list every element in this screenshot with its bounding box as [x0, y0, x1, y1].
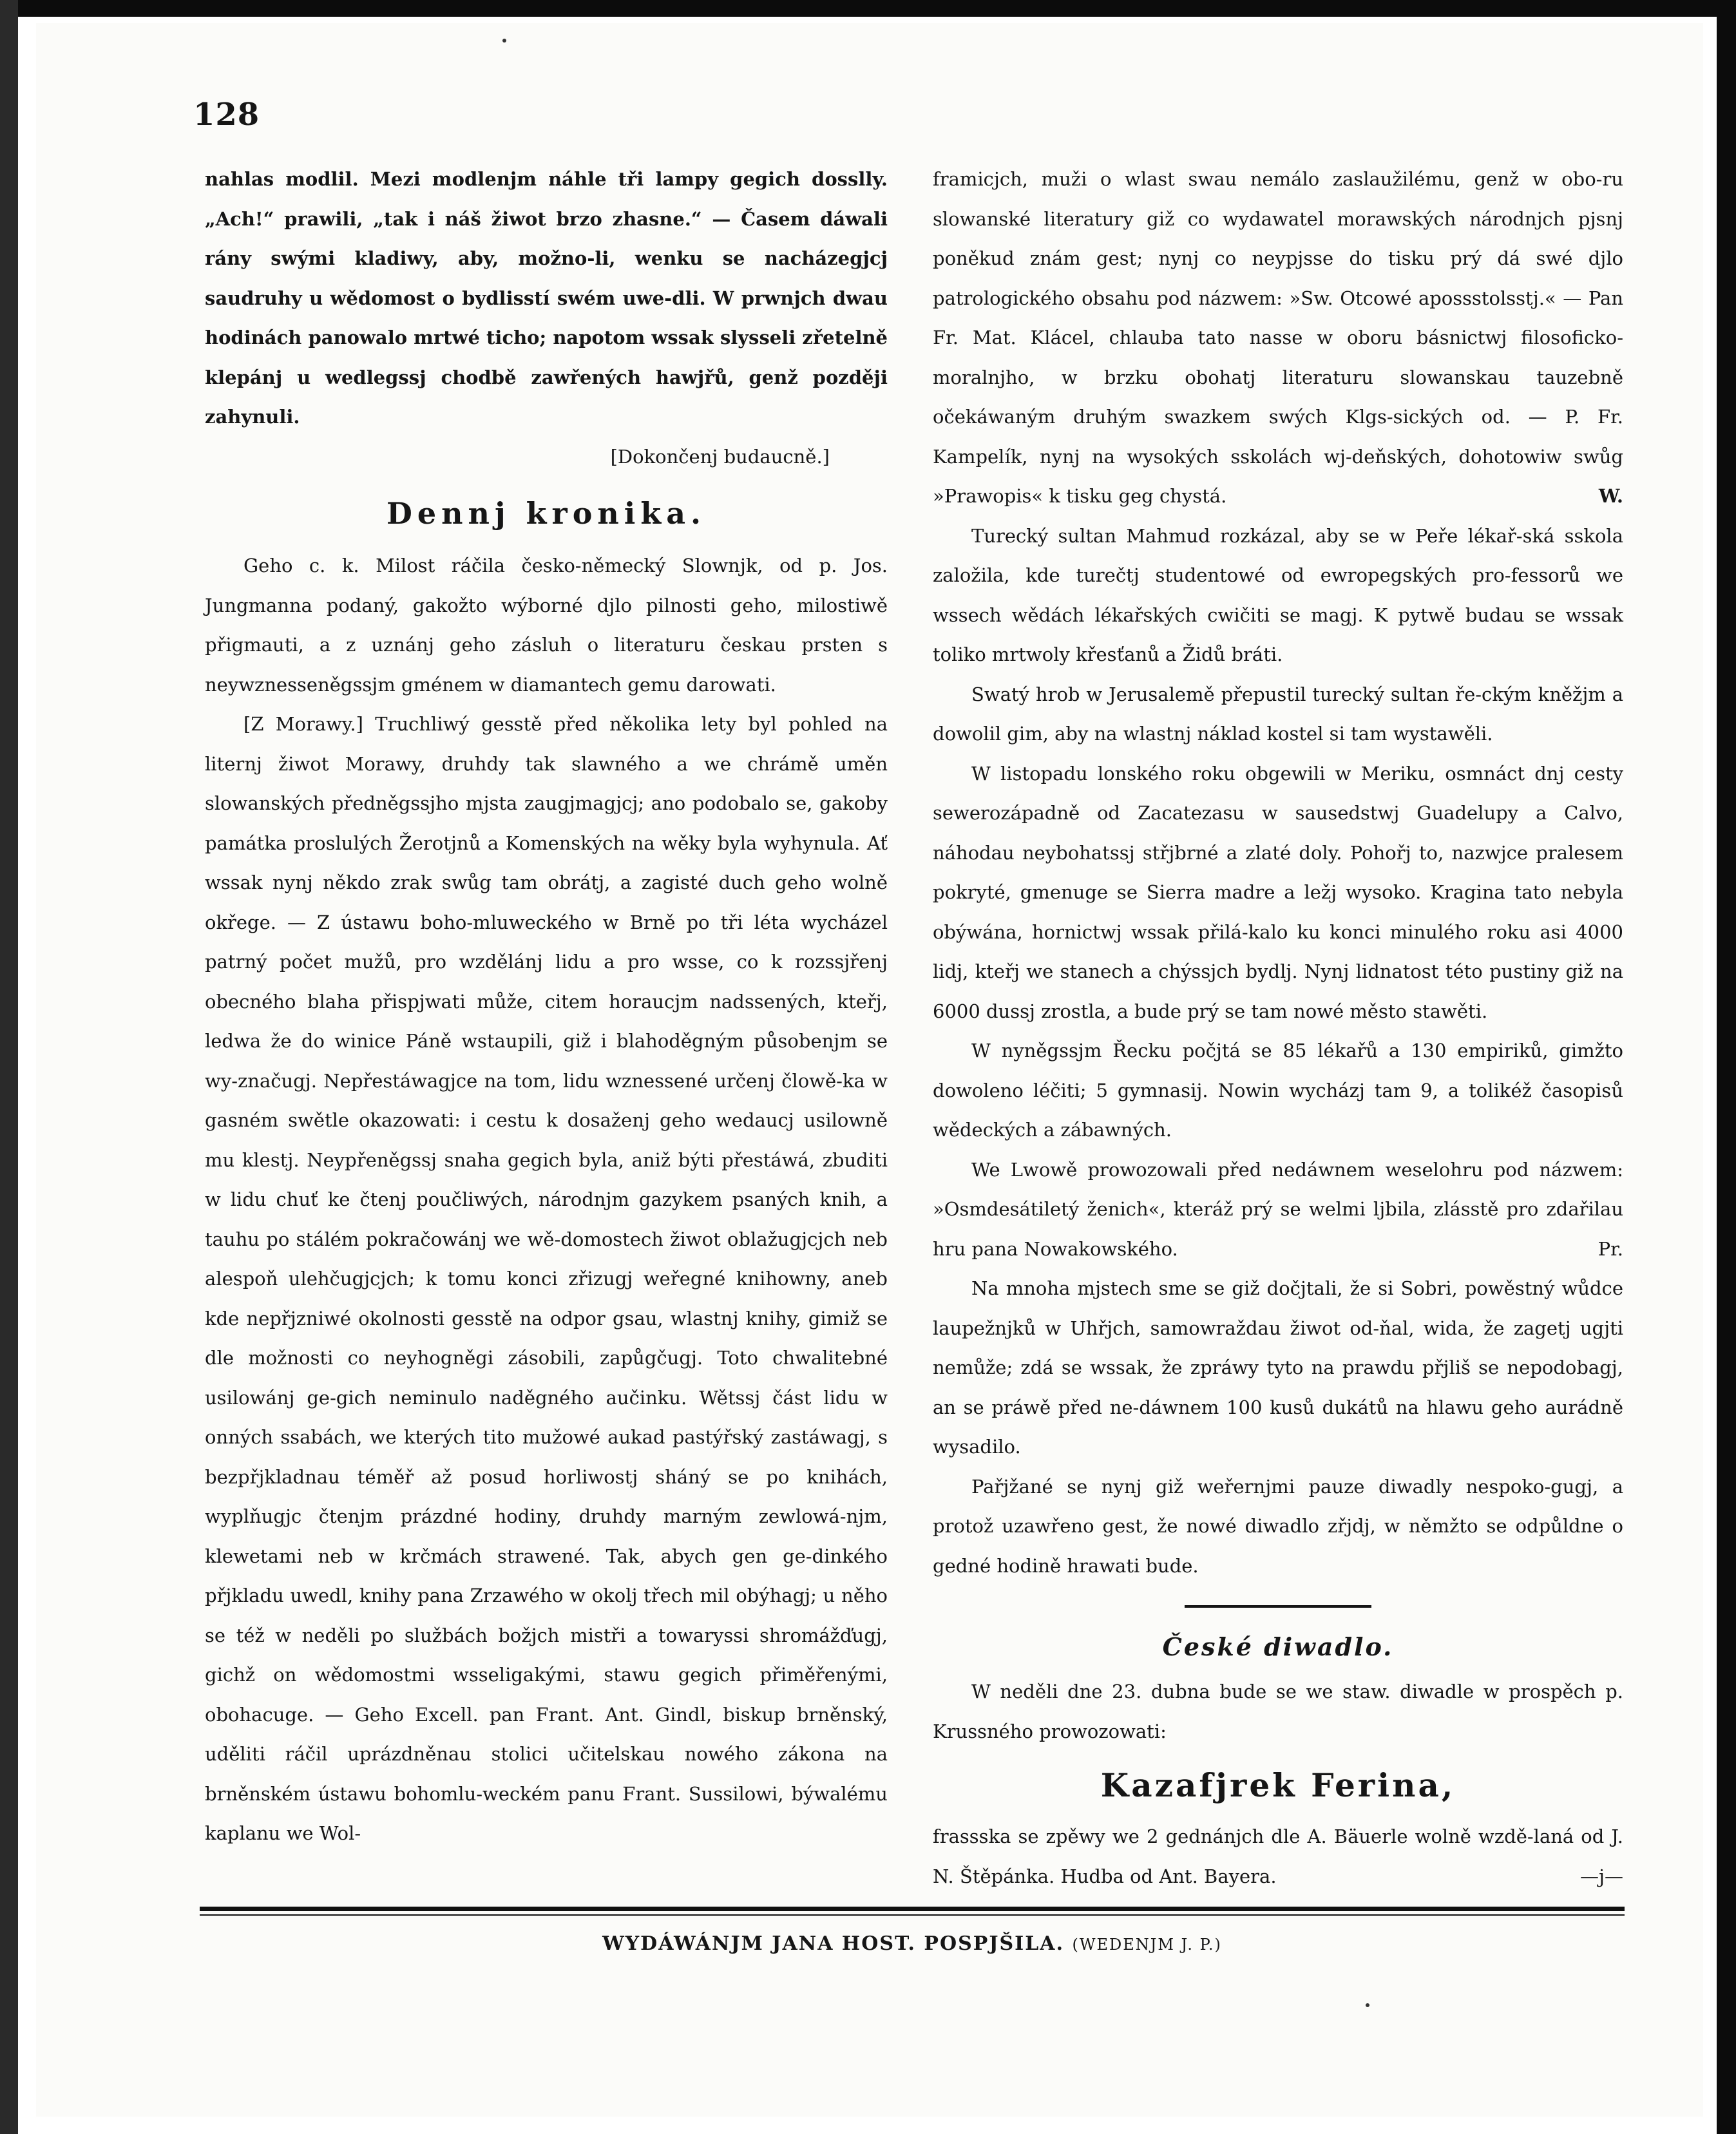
paragraph-text: frassska se zpěwy we 2 gednánjch dle A. Bäuerle wolně wzdě-laná od J. N. Štěpánka. Hudba od Ant. Bayera. [933, 1825, 1623, 1887]
publisher-footer [200, 1932, 1625, 1955]
left-column [205, 160, 888, 1854]
play-title: Kazafjrek Ferina, [1100, 1766, 1456, 1804]
article-paragraph [933, 1150, 1623, 1270]
continuation-note: [Dokončenj budaucně.] [610, 445, 830, 468]
footer-rule-thin [200, 1914, 1625, 1916]
right-column [933, 160, 1623, 1896]
section-heading-theatre: České diwadlo. [1162, 1632, 1394, 1661]
theatre-announcement: W neděli dne 23. dubna bude se we staw. diwadle w prospěch p. Krussného prowozowati: [933, 1681, 1623, 1742]
scan-border-top [0, 0, 1736, 17]
paragraph-text: We Lwowě prowozowali před nedáwnem weselohru pod názwem: »Osmdesátiletý ženich«, kteráž prý se welmi ljbila, zlásstě pro zdařilau hru pana Nowakowského. [933, 1158, 1623, 1260]
footer-rule [200, 1907, 1625, 1911]
article-paragraph: Turecký sultan Mahmud rozkázal, aby se w Peře lékař-ská sskola založila, kde turečtj studentowé od ewropegských pro-fessorů we wssech wědách lékařských cwičiti se magj. K pytwě budau se wssak toliko mrtwoly křesťanů a Židů bráti. [933, 524, 1623, 665]
article-paragraph: W listopadu lonského roku obgewili w Meriku, osmnáct dnj cesty sewerozápadně od Zacatezasu w sausedstwj Guadelupy a Calvo, náhodau neybohatssj střjbrné a zlaté doly. Pohořj to, nazwjce pralesem pokryté, gmenuge se Sierra madre a ležj wysoko. Kragina tato nebyla obýwána, hornictwj wssak přilá-kalo ku konci minulého roku asi 4000 lidj, kteřj we stanech a chýssjch bydlj. Nynj lidnatost této pustiny giž na 6000 dussj zrostla, a bude prý se tam nowé město stawěti. [933, 762, 1623, 1022]
article-paragraph: Swatý hrob w Jerusalemě přepustil turecký sultan ře-ckým kněžjm a dowolil gim, aby na wlastnj náklad kostel si tam wystawěli. [933, 683, 1623, 745]
author-signature: W. [1598, 485, 1623, 507]
article-paragraph [933, 160, 1623, 517]
paragraph-text: framicjch, muži o wlast swau nemálo zaslaužilému, genž w obo-ru slowanské literatury giž co wydawatel morawských národnjch pjsnj poněkud znám gest; nynj co neypjsse do tisku prý dá swé djlo patrologického obsahu pod názwem: »Sw. Otcowé apossstolsstj.« — Pan Fr. Mat. Klácel, chlauba tato nasse w oboru básnictwj filosoficko-moralnjho, w brzku obohatj literaturu slowanskau tauzebně očekáwaným druhým swazkem swých Klgs-sických od. — P. Fr. Kampelík, nynj na wysokých sskolách wj-deňských, dohotowiw swůg »Prawopis« k tisku geg chystá. [933, 168, 1623, 507]
scan-border-left [0, 0, 18, 2134]
article-paragraph: Na mnoha mjstech sme se giž dočjtali, že si Sobri, powěstný wůdce laupežnjků w Uhřjch, samowraždau žiwot od-ňal, wida, že zagetj ugjti nemůže; zdá se wssak, že zpráwy tyto na prawdu přjliš se nepodobagj, an se práwě před ne-dáwnem 100 kusů dukátů na hlawu geho aurádně wysadilo. [933, 1277, 1623, 1458]
article-paragraph: Geho c. k. Milost ráčila česko-německý Slownjk, od p. Jos. Jungmanna podaný, gakožto wýborné djlo pilnosti geho, milostiwě přigmauti, a z uznánj geho zásluh o literaturu českau prsten s neywznesseněgssjm gménem w diamantech gemu darowati. [205, 555, 888, 696]
author-signature: Pr. [1598, 1237, 1623, 1260]
editor-line: (WEDENJM J. P.) [1072, 1936, 1222, 1954]
page-number: 128 [193, 97, 260, 133]
scan-speck [1366, 2003, 1369, 2007]
play-description [933, 1817, 1623, 1896]
scan-speck [502, 39, 506, 43]
section-heading-kronika: Dennj kronika. [386, 496, 707, 531]
publisher-line: WYDÁWÁNJM JANA HOST. POSPJŠILA. [602, 1932, 1065, 1955]
article-paragraph: [Z Morawy.] Truchliwý gesstě před několika lety byl pohled na liternj žiwot Morawy, druhdy tak slawného a we chrámě uměn slowanských předněgssjho mjsta zaugjmagjcj; ano podobalo se, gakoby památka proslulých Žerotjnů a Komenských na wěky byla wyhynula. Ať wssak nynj někdo zrak swůg tam obrátj, a zagisté duch geho wolně okřege. — Z ústawu boho-mluweckého w Brně po tři léta wycházel patrný počet mužů, pro wzdělánj lidu a pro wsse, co k rozssjřenj obecného blaha přispjwati může, citem horaucjm nadssených, kteřj, ledwa že do winice Páně wstaupili, giž i blahoděgným působenjm se wy-značugj. Nepřestáwagjce na tom, lidu wznessené určenj člowě-ka w gasném swětle okazowati: i cestu k dosaženj geho wedaucj usilowně mu klestj. Neypřeněgssj snaha gegich byla, aniž býti přestáwá, zbuditi w lidu chuť ke čtenj poučliwých, národnjm gazykem psaných knih, a tauhu po stálém pokračowánj we wě-domostech žiwot oblažugjcjch neb alespoň ulehčugjcjch; k tomu konci zřizugj weřegné knihowny, aneb kde nepřjzniwé okolnosti gesstě na odpor gsau, wlastnj knihy, gimiž se dle možnosti co neyhogněgi zásobili, zapůgčugj. Toto chwalitebné usilowánj ge-gich neminulo naděgného aučinku. Wětssj část lidu w onných ssabách, we kterých tito mužowé aukad pastýřský zastáwagj, s bezpřjkladnau téměř až posud horliwostj sháný se po knihách, wyplňugjc čtenjm prázdné hodiny, druhdy marným zewlowá-njm, klewetami neb w krčmách strawené. Tak, abych gen ge-dinkého přjkladu uwedl, knihy pana Zrzawého w okolj třech mil obýhagj; u něho se též w neděli po službách božjch mistři a towaryssi shromážďugj, gichž on wědomostmi wsseligakými, stawu gegich přiměřenými, obohacuge. — Geho Excell. pan Frant. Ant. Gindl, biskup brněnský, uděliti ráčil uprázdněnau stolici učitelskau nowého zákona na brněnském ústawu bohomlu-weckém panu Frant. Sussilowi, býwalému kaplanu we Wol- [205, 713, 888, 1844]
section-divider [1185, 1605, 1371, 1608]
article-paragraph: W nyněgssjm Řecku počjtá se 85 lékařů a 130 empiriků, gimžto dowoleno léčiti; 5 gymnasij. Nowin wycházj tam 9, a tolikéž časopisů wědeckých a zábawných. [933, 1040, 1623, 1141]
author-signature: —j— [1580, 1865, 1623, 1887]
story-ending: nahlas modlil. Mezi modlenjm náhle tři lampy gegich dosslly. „Ach!“ prawili, „tak i náš žiwot brzo zhasne.“ — Časem dáwali rány swými kladiwy, aby, možno-li, wenku se nacházegjcj saudruhy u wědomost o bydlisstí swém uwe-dli. W prwnjch dwau hodinách panowalo mrtwé ticho; napotom wssak slysseli zřetelně klepánj u wedlegssj chodbě zawřených hawjřů, genž později zahynuli. [205, 168, 888, 428]
article-paragraph: Pařjžané se nynj giž weřernjmi pauze diwadly nespoko-gugj, a protož uzawřeno gest, že nowé diwadlo zřjdj, w němžto se odpůldne o gedné hodině hrawati bude. [933, 1475, 1623, 1577]
scan-border-right [1717, 0, 1736, 2134]
